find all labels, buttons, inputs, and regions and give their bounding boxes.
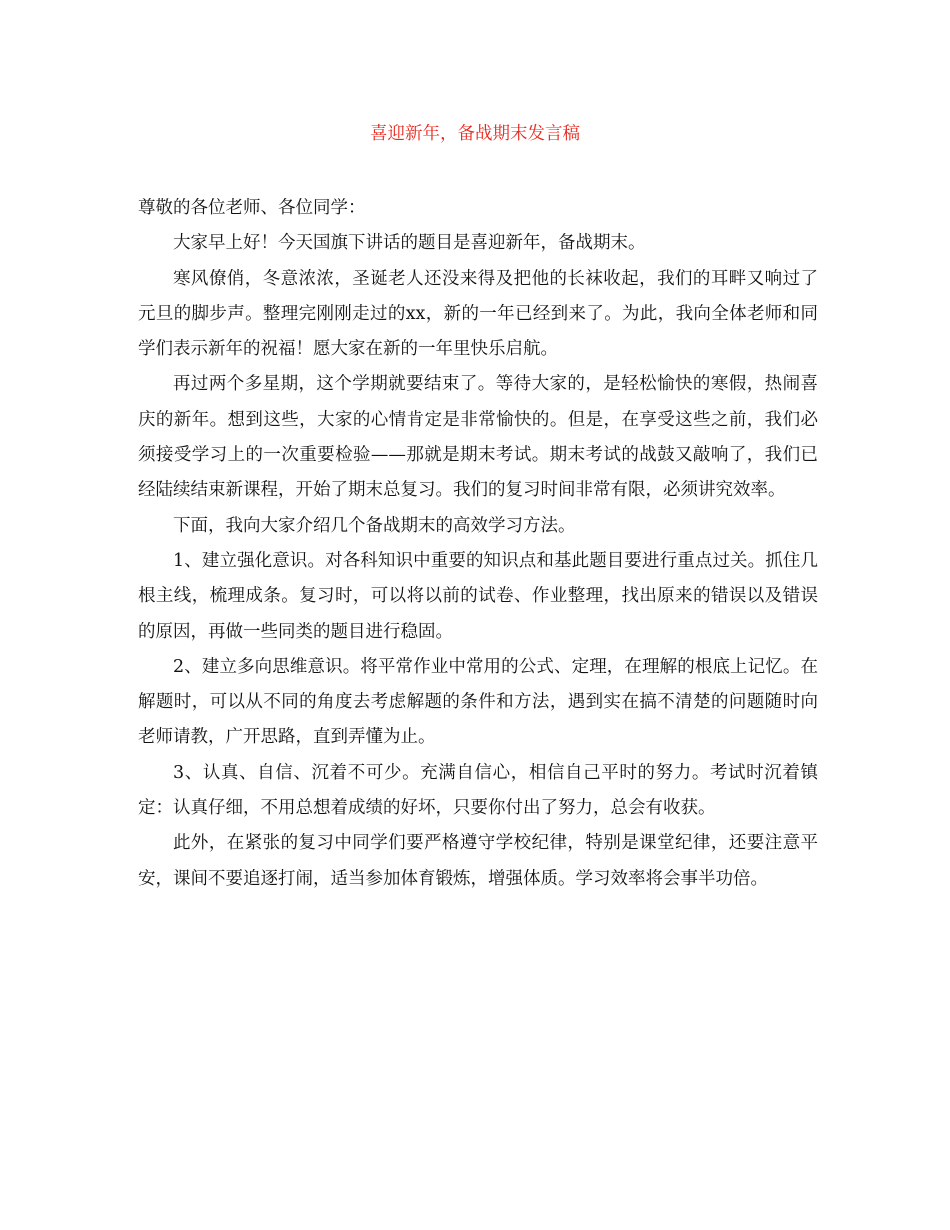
paragraph-methods-intro: 下面，我向大家介绍几个备战期末的高效学习方法。 <box>173 515 576 536</box>
paragraph-method-3: 3、认真、自信、沉着不可少。充满自信心，相信自己平时的努力。考试时沉着镇定：认真仔细，不用总想着成绩的好坏，只要你付出了努力，总会有收获。 <box>138 762 818 819</box>
document-title: 喜迎新年，备战期末发言稿 <box>370 124 580 144</box>
paragraph-exam: 再过两个多星期，这个学期就要结束了。等待大家的，是轻松愉快的寒假，热闹喜庆的新年。想到这些，大家的心情肯定是非常愉快的。但是，在享受这些之前，我们必须接受学习上的一次重要检验——那就是期末考试。期末考试的战鼓又敲响了，我们已经陆续结束新课程，开始了期末总复习。我们的复习时间非常有限，必须讲究效率。 <box>138 374 818 501</box>
paragraph-method-2: 2、建立多向思维意识。将平常作业中常用的公式、定理，在理解的根底上记忆。在解题时，可以从不同的角度去考虑解题的条件和方法，遇到实在搞不清楚的问题随时向老师请教，广开思路，直到弄懂为止。 <box>138 656 818 748</box>
paragraph-method-1: 1、建立强化意识。对各科知识中重要的知识点和基此题目要进行重点过关。抓住几根主线，梳理成条。复习时，可以将以前的试卷、作业整理，找出原来的错误以及错误的原因，再做一些同类的题目进行稳固。 <box>138 550 818 642</box>
document-body <box>138 191 818 897</box>
paragraph-new-year: 寒风僚俏，冬意浓浓，圣诞老人还没来得及把他的长袜收起，我们的耳畔又响过了元旦的脚步声。整理完刚刚走过的xx，新的一年已经到来了。为此，我向全体老师和同学们表示新年的祝福！愿大家在新的一年里快乐启航。 <box>138 268 818 360</box>
paragraph-greeting: 大家早上好！今天国旗下讲话的题目是喜迎新年，备战期末。 <box>173 233 646 254</box>
salutation: 尊敬的各位老师、各位同学： <box>138 198 366 218</box>
paragraph-closing: 此外，在紧张的复习中同学们要严格遵守学校纪律，特别是课堂纪律，还要注意平安，课间不要追逐打闹，适当参加体育锻炼，增强体质。学习效率将会事半功倍。 <box>138 833 818 889</box>
